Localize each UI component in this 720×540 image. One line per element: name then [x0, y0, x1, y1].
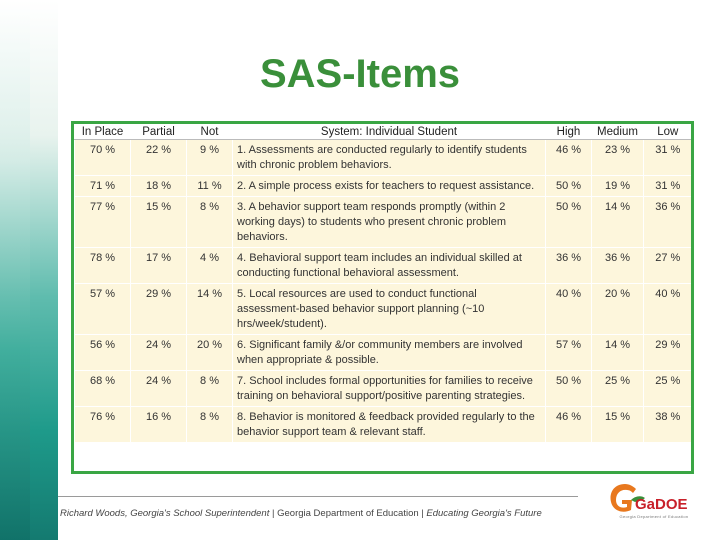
cell-not: 8 % — [187, 407, 233, 443]
cell-high: 40 % — [546, 284, 592, 335]
cell-in-place: 70 % — [75, 140, 131, 176]
cell-not: 8 % — [187, 371, 233, 407]
header-not: Not — [187, 124, 233, 140]
cell-low: 40 % — [644, 284, 692, 335]
cell-medium: 14 % — [592, 335, 644, 371]
cell-item: 4. Behavioral support team includes an individual skilled at conducting functional behavioral assessment. — [233, 248, 546, 284]
footer-department: Georgia Department of Education — [277, 508, 419, 519]
cell-medium: 20 % — [592, 284, 644, 335]
cell-not: 11 % — [187, 176, 233, 197]
cell-item: 8. Behavior is monitored & feedback provided regularly to the behavior support team & relevant staff. — [233, 407, 546, 443]
cell-high: 50 % — [546, 371, 592, 407]
cell-medium: 25 % — [592, 371, 644, 407]
cell-not: 8 % — [187, 197, 233, 248]
cell-low: 31 % — [644, 176, 692, 197]
cell-not: 4 % — [187, 248, 233, 284]
cell-item: 6. Significant family &/or community members are involved when appropriate & possible. — [233, 335, 546, 371]
cell-high: 46 % — [546, 140, 592, 176]
cell-medium: 36 % — [592, 248, 644, 284]
cell-in-place: 56 % — [75, 335, 131, 371]
cell-low: 31 % — [644, 140, 692, 176]
slide-title: SAS-Items — [259, 52, 461, 96]
header-medium: Medium — [592, 124, 644, 140]
cell-partial: 24 % — [131, 371, 187, 407]
cell-low: 29 % — [644, 335, 692, 371]
sas-items-table — [74, 124, 692, 442]
header-partial: Partial — [131, 124, 187, 140]
table-row — [75, 371, 692, 407]
cell-low: 27 % — [644, 248, 692, 284]
logo-text: GaDOE — [635, 496, 688, 513]
header-high: High — [546, 124, 592, 140]
cell-not: 14 % — [187, 284, 233, 335]
cell-low: 38 % — [644, 407, 692, 443]
cell-medium: 15 % — [592, 407, 644, 443]
cell-high: 46 % — [546, 407, 592, 443]
cell-partial: 15 % — [131, 197, 187, 248]
footer-superintendent: Richard Woods, Georgia's School Superintendent — [60, 508, 270, 519]
table-row — [75, 284, 692, 335]
cell-in-place: 77 % — [75, 197, 131, 248]
table-row — [75, 248, 692, 284]
cell-medium: 19 % — [592, 176, 644, 197]
cell-not: 20 % — [187, 335, 233, 371]
table-row — [75, 140, 692, 176]
cell-partial: 22 % — [131, 140, 187, 176]
table-frame — [71, 121, 694, 474]
table-row — [75, 407, 692, 443]
cell-not: 9 % — [187, 140, 233, 176]
table-header-row — [75, 124, 692, 140]
footer-divider — [58, 496, 578, 497]
table-row — [75, 335, 692, 371]
footer-separator: | — [418, 508, 427, 519]
cell-item: 1. Assessments are conducted regularly to identify students with chronic problem behaviors. — [233, 140, 546, 176]
cell-item: 2. A simple process exists for teachers to request assistance. — [233, 176, 546, 197]
footer-slogan: Educating Georgia's Future — [426, 508, 542, 519]
cell-item: 5. Local resources are used to conduct functional assessment-based behavior support planning (~10 hrs/week/student). — [233, 284, 546, 335]
table-row — [75, 197, 692, 248]
cell-in-place: 78 % — [75, 248, 131, 284]
cell-in-place: 68 % — [75, 371, 131, 407]
footer — [60, 508, 542, 519]
cell-low: 36 % — [644, 197, 692, 248]
cell-in-place: 57 % — [75, 284, 131, 335]
header-system: System: Individual Student — [233, 124, 546, 140]
cell-medium: 23 % — [592, 140, 644, 176]
header-in-place: In Place — [75, 124, 131, 140]
footer-separator: | — [269, 508, 278, 519]
cell-item: 7. School includes formal opportunities for families to receive training on behavioral support/positive parenting strategies. — [233, 371, 546, 407]
logo-subtext: Georgia Department of Education — [619, 514, 689, 519]
cell-partial: 16 % — [131, 407, 187, 443]
cell-medium: 14 % — [592, 197, 644, 248]
cell-partial: 29 % — [131, 284, 187, 335]
cell-partial: 17 % — [131, 248, 187, 284]
logo-g-mark — [611, 484, 636, 512]
cell-in-place: 71 % — [75, 176, 131, 197]
cell-item: 3. A behavior support team responds promptly (within 2 working days) to students who present chronic problem behaviors. — [233, 197, 546, 248]
table-row — [75, 176, 692, 197]
cell-in-place: 76 % — [75, 407, 131, 443]
cell-partial: 24 % — [131, 335, 187, 371]
cell-high: 57 % — [546, 335, 592, 371]
cell-low: 25 % — [644, 371, 692, 407]
cell-high: 50 % — [546, 197, 592, 248]
header-low: Low — [644, 124, 692, 140]
cell-high: 50 % — [546, 176, 592, 197]
cell-high: 36 % — [546, 248, 592, 284]
cell-partial: 18 % — [131, 176, 187, 197]
